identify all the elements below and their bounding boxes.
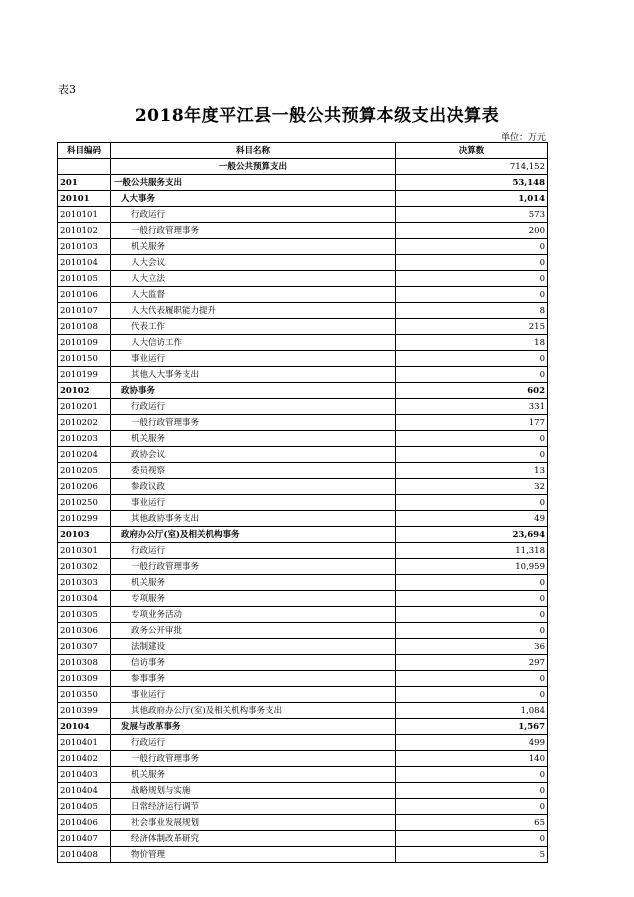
row-amount: 1,014 xyxy=(396,191,548,207)
row-code: 2010306 xyxy=(58,623,111,639)
row-name: 行政运行 xyxy=(111,399,396,415)
row-name: 社会事业发展规划 xyxy=(111,815,396,831)
row-code: 2010150 xyxy=(58,351,111,367)
row-name: 机关服务 xyxy=(111,767,396,783)
row-code: 2010101 xyxy=(58,207,111,223)
table-row xyxy=(58,815,548,831)
row-name: 一般行政管理事务 xyxy=(111,223,396,239)
row-amount: 0 xyxy=(396,351,548,367)
row-name: 法制建设 xyxy=(111,639,396,655)
row-code: 2010106 xyxy=(58,287,111,303)
row-code: 2010301 xyxy=(58,543,111,559)
row-name: 战略规划与实施 xyxy=(111,783,396,799)
table-row xyxy=(58,223,548,239)
table-row xyxy=(58,543,548,559)
table-row xyxy=(58,447,548,463)
table-row xyxy=(58,383,548,399)
row-amount: 49 xyxy=(396,511,548,527)
row-name: 政府办公厅(室)及相关机构事务 xyxy=(111,527,396,543)
table-row xyxy=(58,479,548,495)
row-name: 人大会议 xyxy=(111,255,396,271)
row-amount: 0 xyxy=(396,831,548,847)
budget-table xyxy=(57,142,548,863)
row-amount: 602 xyxy=(396,383,548,399)
table-row xyxy=(58,431,548,447)
row-name: 机关服务 xyxy=(111,575,396,591)
row-name: 政协事务 xyxy=(111,383,396,399)
table-number: 表3 xyxy=(58,83,76,96)
row-name: 一般行政管理事务 xyxy=(111,559,396,575)
table-row xyxy=(58,623,548,639)
table-row xyxy=(58,191,548,207)
row-name: 一般公共服务支出 xyxy=(111,175,396,191)
row-amount: 0 xyxy=(396,687,548,703)
table-body xyxy=(58,159,548,863)
table-row xyxy=(58,255,548,271)
table-row xyxy=(58,239,548,255)
column-header-name: 科目名称 xyxy=(111,143,396,159)
row-amount: 0 xyxy=(396,287,548,303)
row-amount: 5 xyxy=(396,847,548,863)
table-row xyxy=(58,687,548,703)
row-code: 2010250 xyxy=(58,495,111,511)
row-name: 日常经济运行调节 xyxy=(111,799,396,815)
table-row xyxy=(58,575,548,591)
row-amount: 32 xyxy=(396,479,548,495)
row-name: 专项服务 xyxy=(111,591,396,607)
row-amount: 0 xyxy=(396,799,548,815)
row-name: 发展与改革事务 xyxy=(111,719,396,735)
row-code: 2010199 xyxy=(58,367,111,383)
table-row xyxy=(58,783,548,799)
row-amount: 65 xyxy=(396,815,548,831)
row-name: 一般行政管理事务 xyxy=(111,415,396,431)
row-code: 2010206 xyxy=(58,479,111,495)
row-amount: 297 xyxy=(396,655,548,671)
row-code: 2010402 xyxy=(58,751,111,767)
row-name: 委员视察 xyxy=(111,463,396,479)
row-amount: 0 xyxy=(396,607,548,623)
table-row xyxy=(58,767,548,783)
row-code: 20102 xyxy=(58,383,111,399)
row-code: 2010202 xyxy=(58,415,111,431)
row-amount: 215 xyxy=(396,319,548,335)
row-amount: 0 xyxy=(396,767,548,783)
row-amount: 0 xyxy=(396,447,548,463)
row-name: 一般公共预算支出 xyxy=(111,159,396,175)
row-name: 人大代表履职能力提升 xyxy=(111,303,396,319)
row-code: 2010303 xyxy=(58,575,111,591)
row-name: 专项业务活动 xyxy=(111,607,396,623)
row-amount: 1,567 xyxy=(396,719,548,735)
row-amount: 573 xyxy=(396,207,548,223)
row-code: 2010103 xyxy=(58,239,111,255)
row-name: 行政运行 xyxy=(111,207,396,223)
row-code: 2010107 xyxy=(58,303,111,319)
table-row xyxy=(58,607,548,623)
table-row xyxy=(58,655,548,671)
row-code: 201 xyxy=(58,175,111,191)
row-code: 2010105 xyxy=(58,271,111,287)
table-row xyxy=(58,559,548,575)
table-row xyxy=(58,303,548,319)
row-amount: 23,694 xyxy=(396,527,548,543)
table-row xyxy=(58,591,548,607)
row-amount: 0 xyxy=(396,575,548,591)
row-code: 2010108 xyxy=(58,319,111,335)
row-code: 20101 xyxy=(58,191,111,207)
row-code: 2010305 xyxy=(58,607,111,623)
page-title: 2018年度平江县一般公共预算本级支出决算表 xyxy=(134,106,500,126)
table-row xyxy=(58,495,548,511)
row-code: 2010304 xyxy=(58,591,111,607)
table-row xyxy=(58,207,548,223)
row-name: 信访事务 xyxy=(111,655,396,671)
row-name: 人大立法 xyxy=(111,271,396,287)
row-code: 20104 xyxy=(58,719,111,735)
row-name: 代表工作 xyxy=(111,319,396,335)
row-amount: 0 xyxy=(396,271,548,287)
row-amount: 0 xyxy=(396,239,548,255)
row-code: 2010201 xyxy=(58,399,111,415)
row-name: 人大监督 xyxy=(111,287,396,303)
row-amount: 0 xyxy=(396,591,548,607)
row-code xyxy=(58,159,111,175)
row-name: 物价管理 xyxy=(111,847,396,863)
table-row xyxy=(58,703,548,719)
row-code: 2010309 xyxy=(58,671,111,687)
table-row xyxy=(58,799,548,815)
table-row xyxy=(58,335,548,351)
row-amount: 0 xyxy=(396,431,548,447)
row-name: 行政运行 xyxy=(111,543,396,559)
row-code: 2010403 xyxy=(58,767,111,783)
row-amount: 1,084 xyxy=(396,703,548,719)
row-amount: 0 xyxy=(396,783,548,799)
table-row xyxy=(58,831,548,847)
row-code: 2010104 xyxy=(58,255,111,271)
table-row xyxy=(58,271,548,287)
row-amount: 714,152 xyxy=(396,159,548,175)
row-amount: 53,148 xyxy=(396,175,548,191)
table-row xyxy=(58,159,548,175)
table-row xyxy=(58,751,548,767)
row-code: 2010408 xyxy=(58,847,111,863)
row-amount: 18 xyxy=(396,335,548,351)
row-name: 参事事务 xyxy=(111,671,396,687)
row-amount: 0 xyxy=(396,255,548,271)
row-amount: 0 xyxy=(396,623,548,639)
table-row xyxy=(58,319,548,335)
row-amount: 10,959 xyxy=(396,559,548,575)
row-name: 其他人大事务支出 xyxy=(111,367,396,383)
row-code: 2010109 xyxy=(58,335,111,351)
row-amount: 140 xyxy=(396,751,548,767)
row-name: 行政运行 xyxy=(111,735,396,751)
table-row xyxy=(58,399,548,415)
table-row xyxy=(58,367,548,383)
row-name: 机关服务 xyxy=(111,431,396,447)
row-code: 2010308 xyxy=(58,655,111,671)
column-header-amount: 决算数 xyxy=(396,143,548,159)
row-code: 2010350 xyxy=(58,687,111,703)
table-row xyxy=(58,175,548,191)
table-row xyxy=(58,639,548,655)
row-amount: 0 xyxy=(396,367,548,383)
row-amount: 0 xyxy=(396,671,548,687)
row-code: 2010307 xyxy=(58,639,111,655)
row-code: 2010406 xyxy=(58,815,111,831)
table-header-row xyxy=(58,143,548,159)
row-name: 其他政协事务支出 xyxy=(111,511,396,527)
table-row xyxy=(58,287,548,303)
row-amount: 331 xyxy=(396,399,548,415)
row-code: 2010405 xyxy=(58,799,111,815)
row-name: 人大事务 xyxy=(111,191,396,207)
row-amount: 200 xyxy=(396,223,548,239)
row-code: 2010205 xyxy=(58,463,111,479)
row-amount: 36 xyxy=(396,639,548,655)
row-code: 2010401 xyxy=(58,735,111,751)
row-amount: 177 xyxy=(396,415,548,431)
row-name: 人大信访工作 xyxy=(111,335,396,351)
table-row xyxy=(58,847,548,863)
row-amount: 0 xyxy=(396,495,548,511)
table-row xyxy=(58,511,548,527)
row-name: 政务公开审批 xyxy=(111,623,396,639)
row-name: 一般行政管理事务 xyxy=(111,751,396,767)
row-name: 事业运行 xyxy=(111,495,396,511)
row-code: 2010203 xyxy=(58,431,111,447)
row-code: 2010204 xyxy=(58,447,111,463)
row-amount: 11,318 xyxy=(396,543,548,559)
row-code: 2010407 xyxy=(58,831,111,847)
row-amount: 13 xyxy=(396,463,548,479)
table-row xyxy=(58,351,548,367)
table-row xyxy=(58,735,548,751)
row-code: 2010404 xyxy=(58,783,111,799)
row-amount: 8 xyxy=(396,303,548,319)
table-row xyxy=(58,415,548,431)
row-name: 机关服务 xyxy=(111,239,396,255)
row-name: 经济体制改革研究 xyxy=(111,831,396,847)
row-amount: 499 xyxy=(396,735,548,751)
row-name: 参政议政 xyxy=(111,479,396,495)
row-name: 事业运行 xyxy=(111,687,396,703)
table-row xyxy=(58,719,548,735)
row-name: 政协会议 xyxy=(111,447,396,463)
row-code: 2010399 xyxy=(58,703,111,719)
row-code: 2010102 xyxy=(58,223,111,239)
row-code: 2010302 xyxy=(58,559,111,575)
row-code: 20103 xyxy=(58,527,111,543)
unit-label: 单位：万元 xyxy=(500,133,546,143)
table-row xyxy=(58,463,548,479)
column-header-code: 科目编码 xyxy=(58,143,111,159)
table-row xyxy=(58,527,548,543)
row-name: 其他政府办公厅(室)及相关机构事务支出 xyxy=(111,703,396,719)
row-code: 2010299 xyxy=(58,511,111,527)
row-name: 事业运行 xyxy=(111,351,396,367)
table-row xyxy=(58,671,548,687)
